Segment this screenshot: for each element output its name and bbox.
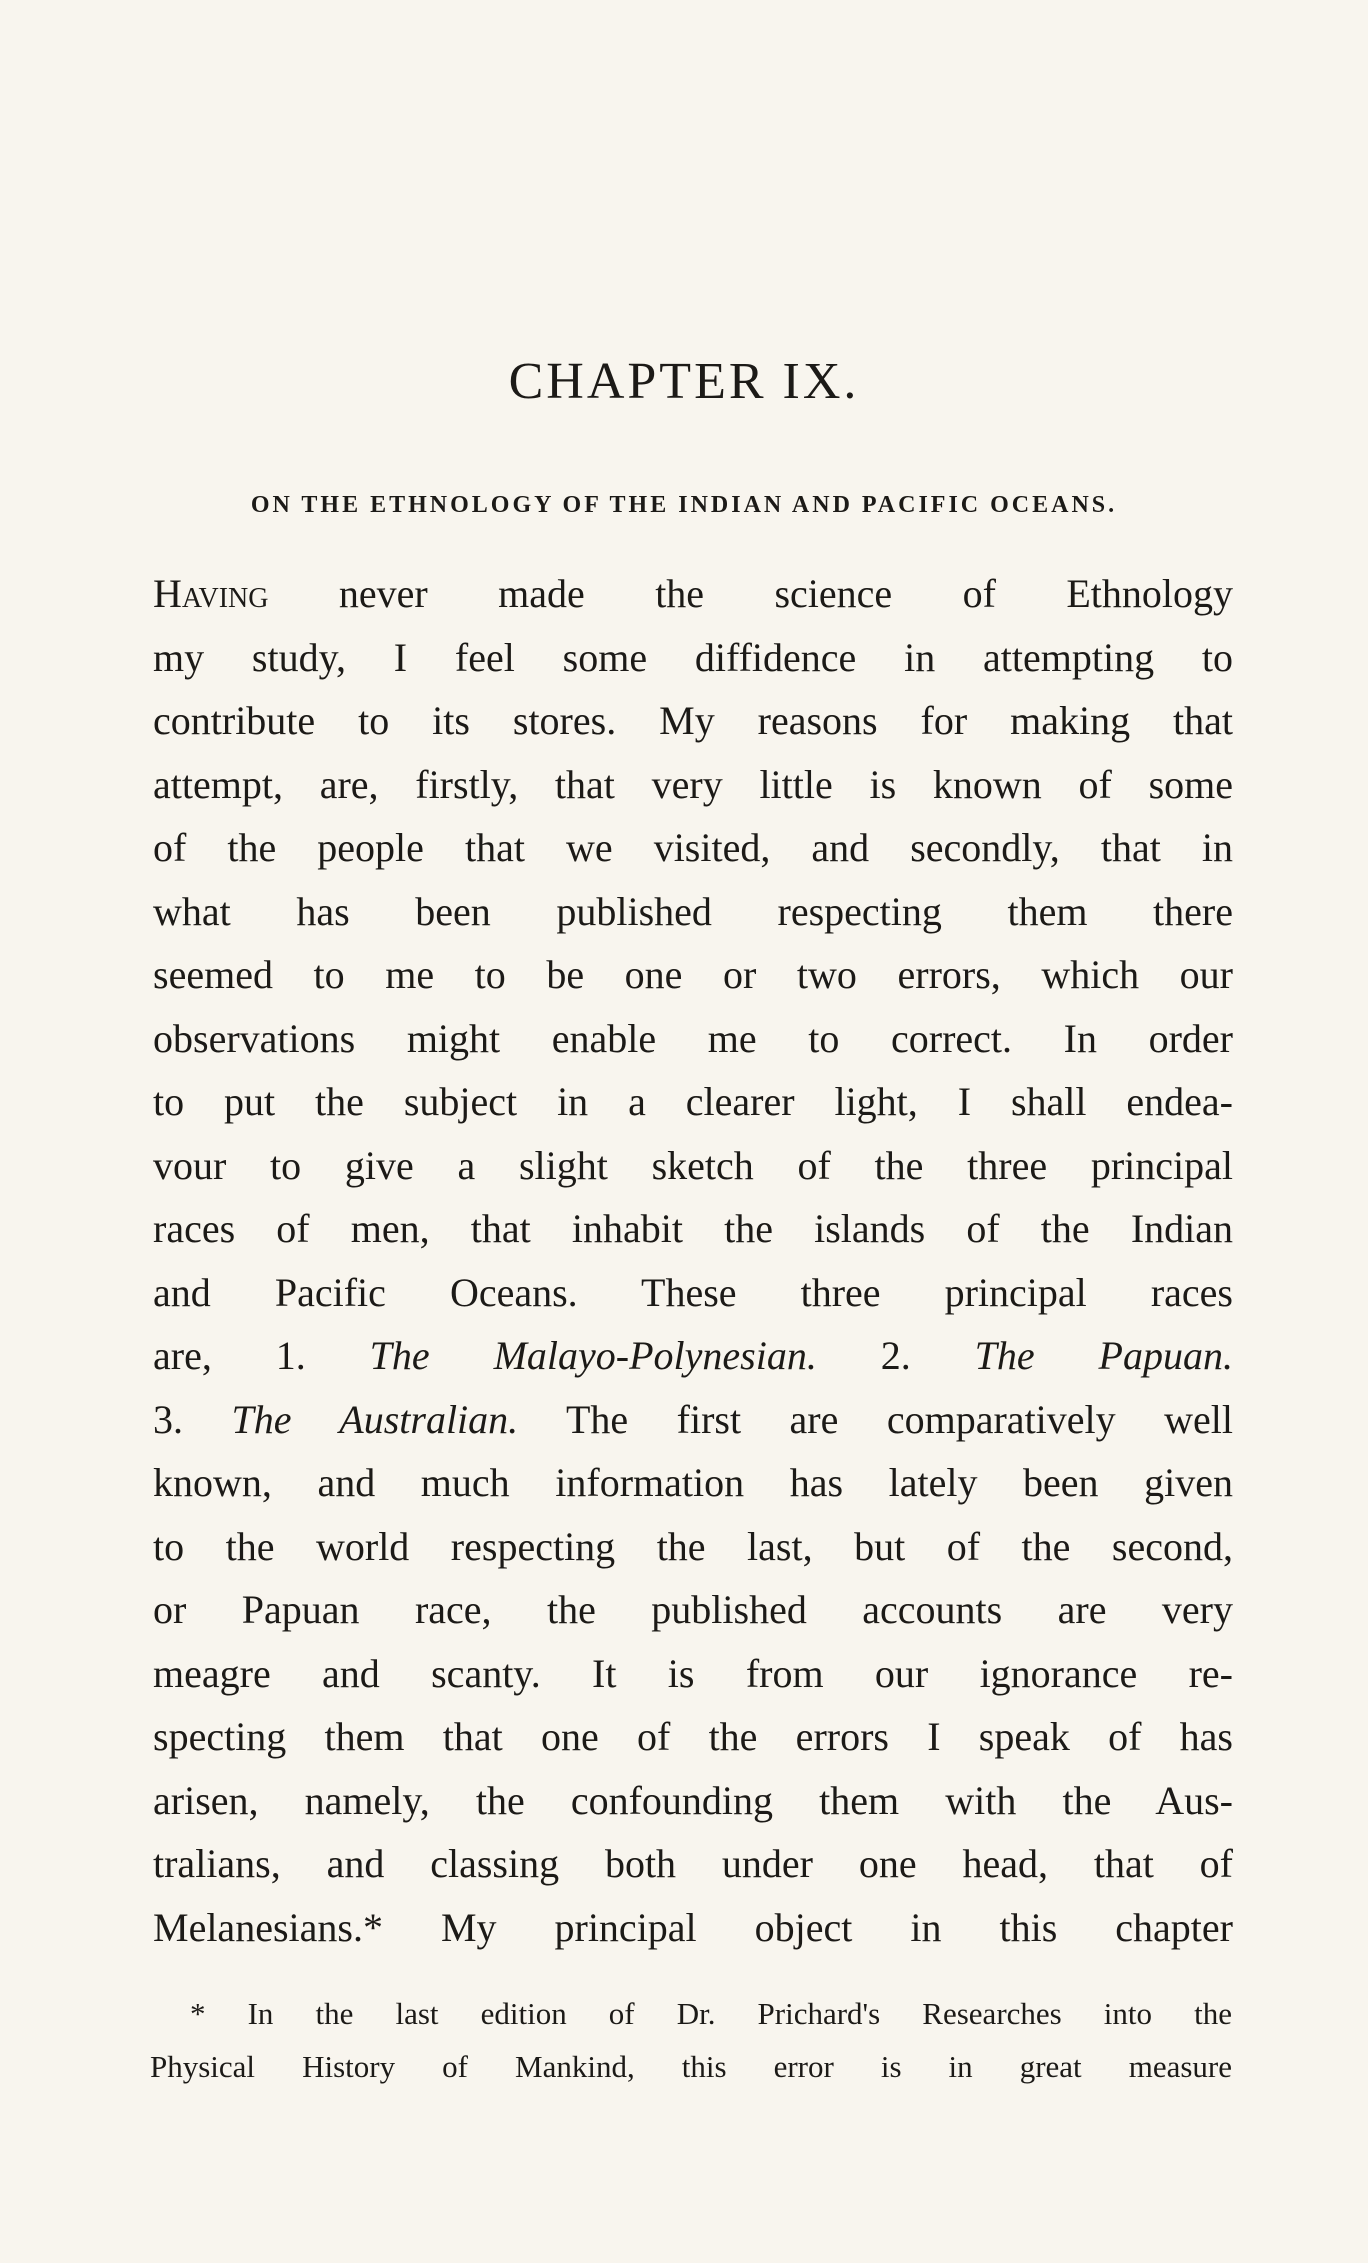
body-line	[153, 1261, 1233, 1325]
footnote	[150, 1987, 1232, 2093]
text-run: to put the subject in a clearer light, I shall endea-	[153, 1079, 1233, 1124]
text-run: 3.	[153, 1396, 232, 1442]
text-run: The Malayo-Polynesian.	[369, 1333, 817, 1378]
text-run: specting them that one of the errors I speak of has	[153, 1714, 1233, 1759]
body-line	[153, 1705, 1233, 1769]
body-line	[153, 1896, 1233, 1960]
text-run: races of men, that inhabit the islands of the Indian	[153, 1206, 1233, 1251]
body-line	[153, 943, 1233, 1007]
text-run: 2.	[816, 1333, 975, 1378]
text-run: The first are comparatively well	[518, 1396, 1234, 1442]
body-line	[153, 626, 1233, 690]
chapter-subtitle: ON THE ETHNOLOGY OF THE INDIAN AND PACIFIC OCEANS.	[250, 492, 1118, 518]
body-line	[153, 1324, 1233, 1388]
body-line	[153, 880, 1233, 944]
text-run: Having	[153, 571, 269, 616]
text-run: The Australian.	[231, 1396, 519, 1442]
text-run: attempt, are, firstly, that very little is known of some	[153, 761, 1233, 807]
body-line	[153, 562, 1233, 626]
text-run: never made the science of Ethnology	[268, 571, 1233, 616]
text-run: are, 1.	[153, 1333, 370, 1378]
body-line	[153, 1197, 1233, 1261]
text-run: what has been published respecting them there	[153, 888, 1233, 934]
body-line	[153, 1388, 1233, 1452]
text-run: my study, I feel some diffidence in attempting to	[153, 634, 1233, 680]
text-run: vour to give a slight sketch of the three principal	[153, 1142, 1233, 1188]
chapter-title: CHAPTER IX.	[508, 353, 860, 410]
body-line	[153, 816, 1233, 880]
text-run: contribute to its stores. My reasons for making that	[153, 698, 1233, 743]
body-line	[153, 1769, 1233, 1833]
text-run: or Papuan race, the published accounts are very	[153, 1587, 1233, 1632]
body-line	[153, 1578, 1233, 1642]
body-line	[153, 1451, 1233, 1515]
text-run: seemed to me to be one or two errors, which our	[153, 952, 1233, 997]
text-run: arisen, namely, the confounding them with the Aus-	[153, 1777, 1233, 1823]
body-line	[153, 1007, 1233, 1071]
text-run: meagre and scanty. It is from our ignorance re-	[153, 1650, 1233, 1696]
text-run: of the people that we visited, and secondly, that in	[153, 825, 1233, 870]
text-run: observations might enable me to correct. In order	[153, 1015, 1233, 1061]
body-line	[153, 1134, 1233, 1198]
text-run: The Papuan.	[974, 1333, 1233, 1378]
body-line	[153, 1070, 1233, 1134]
body-line	[153, 753, 1233, 817]
body-line	[153, 1832, 1233, 1896]
body-line	[153, 1515, 1233, 1579]
text-run: tralians, and classing both under one head, that of	[153, 1841, 1233, 1886]
text-run: and Pacific Oceans. These three principal races	[153, 1269, 1233, 1315]
text-run: to the world respecting the last, but of the second,	[153, 1523, 1233, 1569]
body-line	[153, 1642, 1233, 1706]
text-run: Melanesians.* My principal object in this chapter	[153, 1904, 1233, 1950]
footnote-line: * In the last edition of Dr. Prichard's Researches into the	[190, 1996, 1232, 2031]
body-line	[153, 689, 1233, 753]
footnote-line: Physical History of Mankind, this error is in great measure	[150, 2049, 1232, 2084]
body-text	[153, 562, 1233, 1959]
text-run: known, and much information has lately been given	[153, 1460, 1233, 1505]
